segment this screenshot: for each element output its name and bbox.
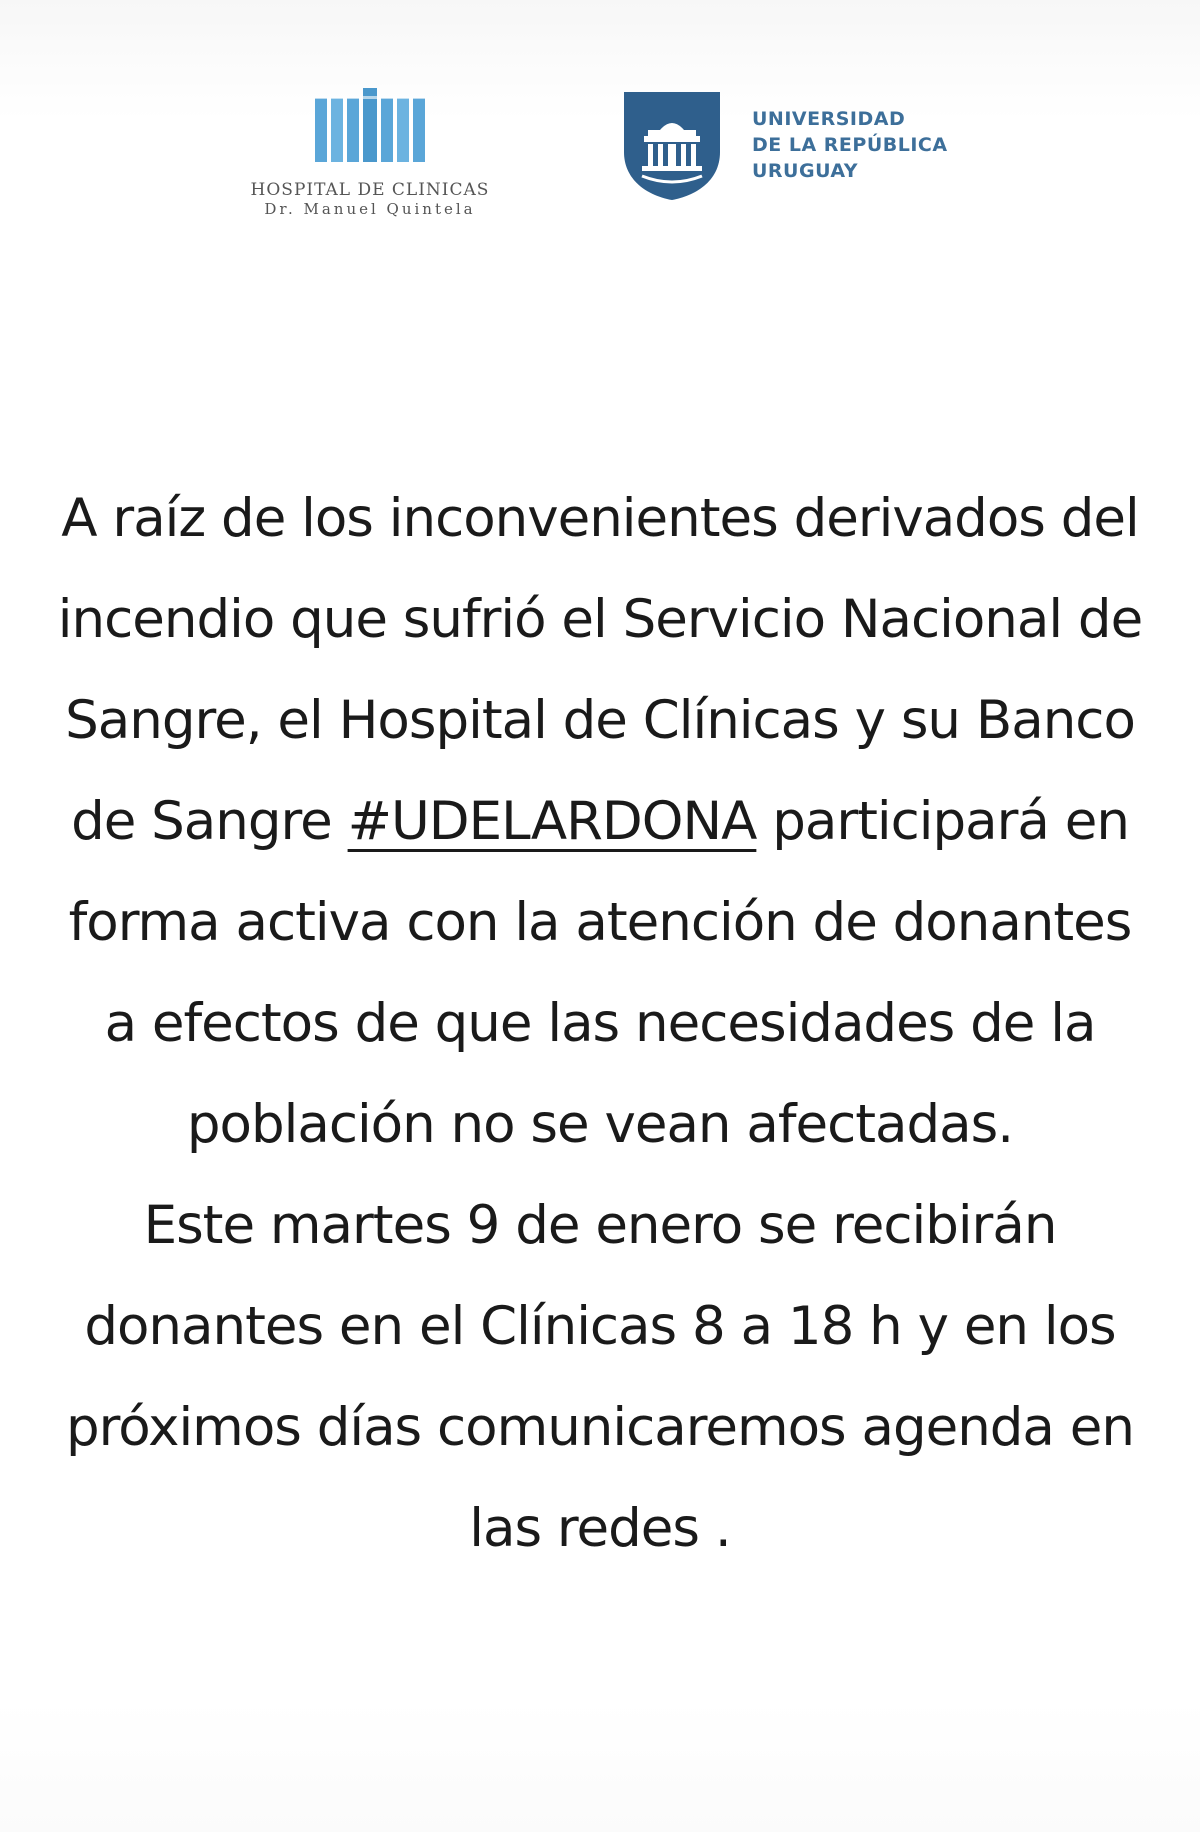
announcement-line-10: próximos días comunicaremos agenda en bbox=[66, 1397, 1134, 1458]
announcement-line-7: población no se vean afectadas. bbox=[186, 1094, 1014, 1155]
announcement-line-5: forma activa con la atención de donantes bbox=[68, 892, 1132, 953]
hashtag-link[interactable]: #UDELARDONA bbox=[347, 791, 757, 852]
udelar-name bbox=[752, 106, 948, 184]
announcement-line-11: las redes . bbox=[469, 1498, 731, 1559]
announcement-text bbox=[40, 468, 1160, 1579]
announcement-line-3: Sangre, el Hospital de Clínicas y su Banco bbox=[65, 690, 1135, 751]
announcement-line-4-post: participará en bbox=[756, 791, 1129, 852]
udelar-name-line2: DE LA REPÚBLICA bbox=[752, 134, 948, 156]
hospital-columns-logo-icon bbox=[315, 88, 425, 162]
udelar-shield-icon bbox=[622, 90, 722, 202]
udelar-name-line3: URUGUAY bbox=[752, 160, 859, 182]
announcement-line-9: donantes en el Clínicas 8 a 18 h y en los bbox=[84, 1296, 1116, 1357]
udelar-logo bbox=[622, 90, 962, 210]
hospital-subtitle: Dr. Manuel Quintela bbox=[264, 200, 476, 218]
hospital-name: HOSPITAL DE CLINICAS bbox=[250, 180, 490, 200]
announcement-line-4-pre: de Sangre bbox=[71, 791, 348, 852]
hospital-logo bbox=[220, 80, 520, 220]
announcement-line-4 bbox=[40, 771, 1160, 872]
announcement-line-8: Este martes 9 de enero se recibirán bbox=[143, 1195, 1057, 1256]
announcement-line-6: a efectos de que las necesidades de la bbox=[104, 993, 1096, 1054]
logo-header bbox=[0, 60, 1200, 230]
udelar-name-line1: UNIVERSIDAD bbox=[752, 108, 906, 130]
announcement-line-1: A raíz de los inconvenientes derivados del bbox=[61, 488, 1139, 549]
announcement-line-2: incendio que sufrió el Servicio Nacional de bbox=[57, 589, 1143, 650]
